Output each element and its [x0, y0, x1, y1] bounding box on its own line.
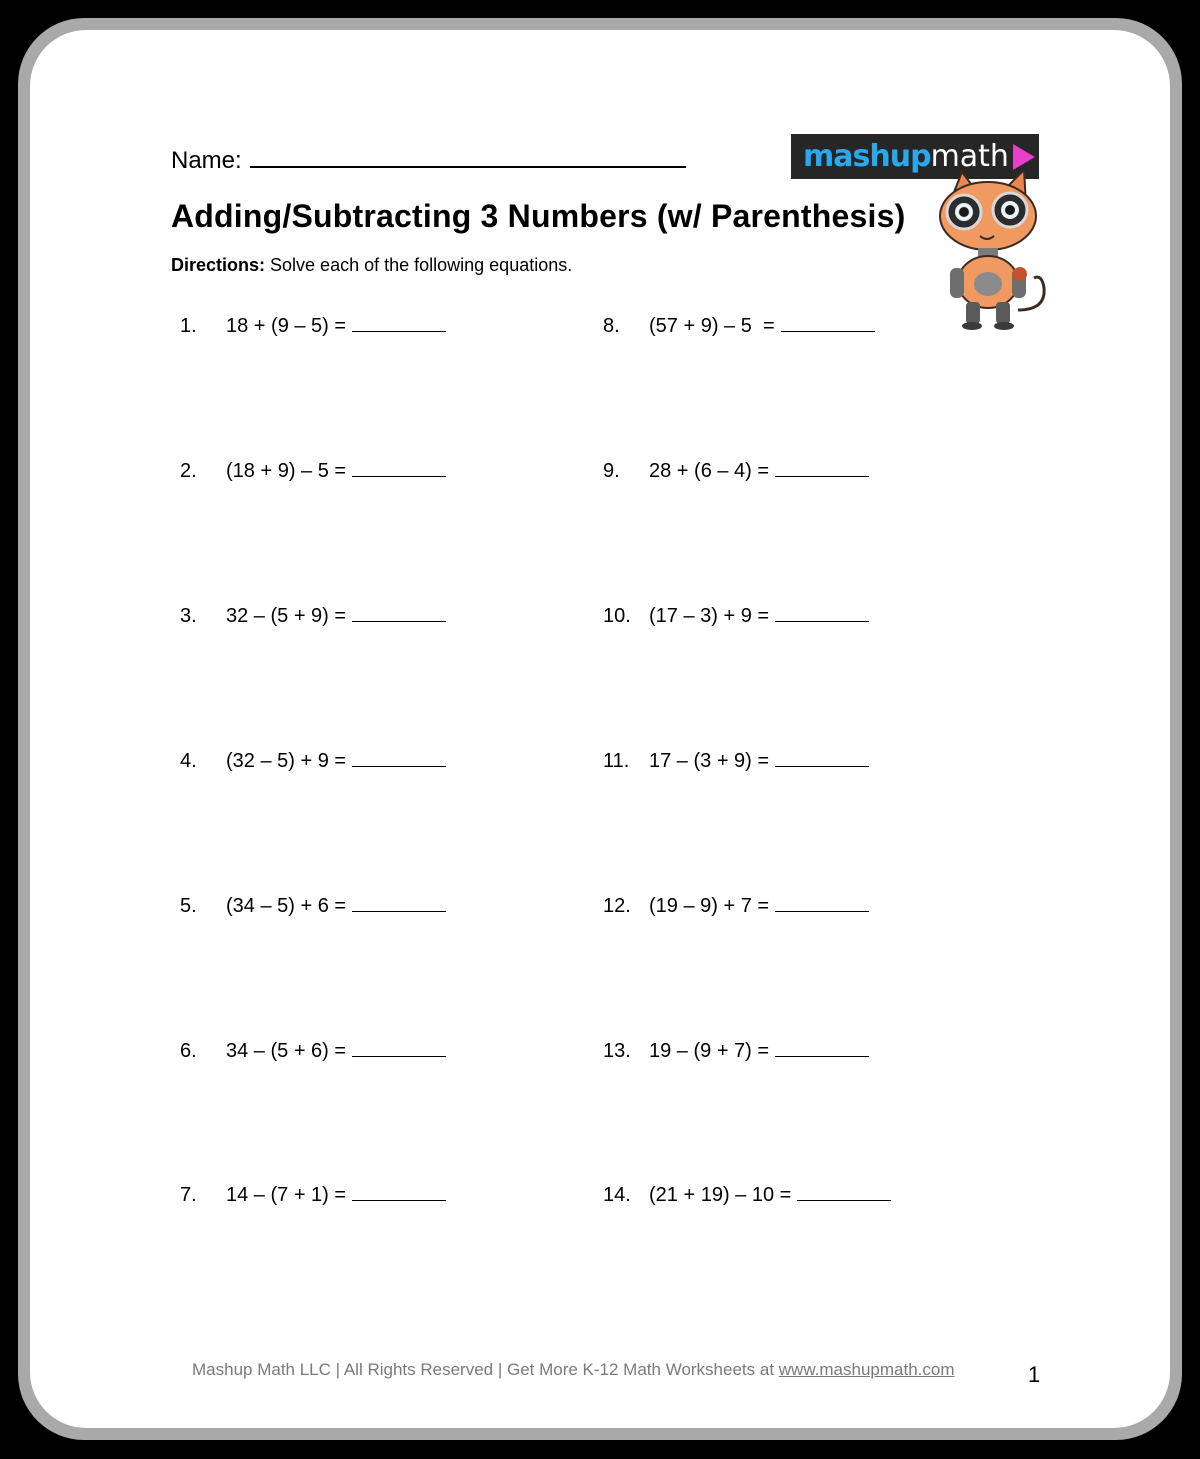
- problem-expression: (57 + 9) – 5 =: [649, 315, 775, 337]
- problem-9: [603, 458, 869, 483]
- answer-blank[interactable]: [775, 748, 869, 767]
- problem-number: 10.: [603, 605, 631, 627]
- problem-13: [603, 1038, 869, 1063]
- problem-number: 6.: [180, 1040, 197, 1062]
- problem-number: 2.: [180, 460, 197, 482]
- problem-expression: (21 + 19) – 10 =: [649, 1184, 792, 1206]
- problem-number: 1.: [180, 315, 197, 337]
- problem-2: [180, 458, 446, 483]
- answer-blank[interactable]: [352, 893, 446, 912]
- problem-number: 11.: [603, 750, 630, 772]
- problem-expression: 18 + (9 – 5) =: [226, 315, 347, 337]
- robot-cat-mascot-icon: [922, 170, 1052, 330]
- directions-text: Solve each of the following equations.: [265, 255, 573, 275]
- problem-8: [603, 313, 875, 338]
- play-triangle-icon: [1013, 144, 1035, 170]
- directions: [171, 255, 572, 276]
- problem-10: [603, 603, 869, 628]
- footer: [192, 1360, 955, 1380]
- answer-blank[interactable]: [352, 458, 446, 477]
- problem-3: [180, 603, 446, 628]
- problem-number: 12.: [603, 895, 631, 917]
- problem-4: [180, 748, 446, 773]
- problem-number: 8.: [603, 315, 620, 337]
- problem-expression: (17 – 3) + 9 =: [649, 605, 770, 627]
- name-label: Name:: [171, 147, 242, 174]
- problem-expression: (19 – 9) + 7 =: [649, 895, 770, 917]
- answer-blank[interactable]: [775, 1038, 869, 1057]
- answer-blank[interactable]: [775, 603, 869, 622]
- problem-expression: 34 – (5 + 6) =: [226, 1040, 347, 1062]
- problem-expression: 32 – (5 + 9) =: [226, 605, 347, 627]
- answer-blank[interactable]: [775, 893, 869, 912]
- problem-expression: 17 – (3 + 9) =: [649, 750, 770, 772]
- name-field-row: [171, 142, 686, 175]
- problem-number: 7.: [180, 1184, 197, 1206]
- answer-blank[interactable]: [352, 603, 446, 622]
- problem-number: 5.: [180, 895, 197, 917]
- problem-expression: 14 – (7 + 1) =: [226, 1184, 347, 1206]
- problem-number: 3.: [180, 605, 197, 627]
- problem-number: 9.: [603, 460, 620, 482]
- answer-blank[interactable]: [775, 458, 869, 477]
- problem-14: [603, 1182, 891, 1207]
- answer-blank[interactable]: [352, 1038, 446, 1057]
- problem-number: 13.: [603, 1040, 631, 1062]
- worksheet-page: [30, 30, 1170, 1428]
- problem-expression: 19 – (9 + 7) =: [649, 1040, 770, 1062]
- problem-expression: (34 – 5) + 6 =: [226, 895, 347, 917]
- footer-text: Mashup Math LLC | All Rights Reserved | Get More K-12 Math Worksheets at: [192, 1360, 779, 1379]
- page-frame: [18, 18, 1182, 1440]
- problem-1: [180, 313, 446, 338]
- problem-5: [180, 893, 446, 918]
- logo-text-mashup: mashup: [803, 138, 931, 174]
- problem-7: [180, 1182, 446, 1207]
- problem-11: [603, 748, 869, 773]
- problem-expression: 28 + (6 – 4) =: [649, 460, 770, 482]
- problem-number: 14.: [603, 1184, 631, 1206]
- page-number: 1: [1028, 1362, 1041, 1387]
- answer-blank[interactable]: [797, 1182, 891, 1201]
- problem-number: 4.: [180, 750, 197, 772]
- problem-6: [180, 1038, 446, 1063]
- answer-blank[interactable]: [352, 748, 446, 767]
- directions-label: Directions:: [171, 255, 266, 275]
- problem-expression: (18 + 9) – 5 =: [226, 460, 347, 482]
- answer-blank[interactable]: [352, 1182, 446, 1201]
- footer-link[interactable]: www.mashupmath.com: [778, 1360, 955, 1379]
- worksheet-title: Adding/Subtracting 3 Numbers (w/ Parenthesis): [171, 198, 906, 234]
- problem-expression: (32 – 5) + 9 =: [226, 750, 347, 772]
- problem-12: [603, 893, 869, 918]
- logo-text-math: math: [930, 138, 1009, 174]
- answer-blank[interactable]: [781, 313, 875, 332]
- answer-blank[interactable]: [352, 313, 446, 332]
- name-blank-line[interactable]: [250, 142, 686, 168]
